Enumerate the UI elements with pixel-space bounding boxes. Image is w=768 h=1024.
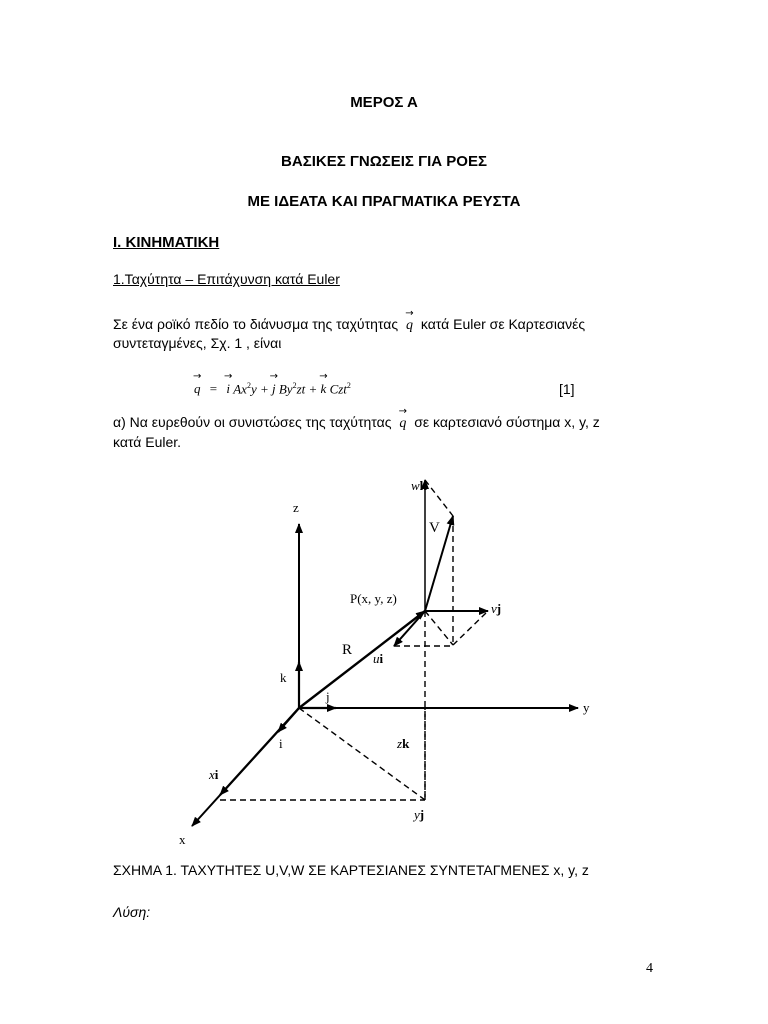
eq-term2b: zt + xyxy=(296,381,318,397)
label-wk-w: w xyxy=(411,478,420,493)
figure-drawing xyxy=(170,460,610,850)
eq-q: → q xyxy=(194,381,201,397)
label-vj xyxy=(491,601,501,617)
title-line-1: ΒΑΣΙΚΕΣ ΓΝΩΣΕΙΣ ΓΙΑ ΡΟΕΣ xyxy=(281,153,487,170)
eq-k: → k xyxy=(321,381,327,397)
label-y-axis: y xyxy=(583,700,590,715)
label-wk-k: k xyxy=(419,478,427,493)
label-vj-j: j xyxy=(496,601,502,616)
eq-term1: Ax xyxy=(233,381,247,397)
xi-arrow xyxy=(220,708,299,795)
label-z-axis: z xyxy=(293,500,299,515)
paragraph-2-line-1 xyxy=(113,414,600,432)
label-xi-x: x xyxy=(209,767,215,782)
label-yj-j: j xyxy=(419,807,425,822)
eq-term2: By xyxy=(278,381,293,397)
paragraph-1-after: κατά Euler σε Καρτεσιανές xyxy=(420,316,586,332)
label-P: P(x, y, z) xyxy=(350,591,397,606)
equation-number: [1] xyxy=(559,381,575,397)
label-ui-i: i xyxy=(379,651,384,666)
equation xyxy=(194,381,351,397)
eq-j: → j xyxy=(272,381,276,397)
label-unit-i: i xyxy=(279,736,283,751)
subsection-heading: 1.Ταχύτητα – Επιτάχυνση κατά Euler xyxy=(113,271,340,287)
label-V: V xyxy=(429,520,440,536)
paragraph-2-before: α) Να ευρεθούν οι συνιστώσες της ταχύτητας xyxy=(113,414,392,430)
label-zk-z: z xyxy=(397,736,403,751)
section-heading: I. ΚΙΝΗΜΑΤΙΚΗ xyxy=(113,234,220,251)
label-wk xyxy=(411,478,427,494)
label-xi-i: i xyxy=(214,767,219,782)
paragraph-1-line-1 xyxy=(113,316,585,334)
label-x-axis: x xyxy=(179,832,186,847)
part-heading: ΜΕΡΟΣ Α xyxy=(350,94,418,111)
paragraph-1-before: Σε ένα ροϊκό πεδίο το διάνυσμα της ταχύτητας xyxy=(113,316,399,332)
paragraph-1-line-2: συντεταγμένες, Σχ. 1 , είναι xyxy=(113,335,282,351)
solution-label: Λύση: xyxy=(113,904,151,920)
q-vector-symbol: → q xyxy=(406,318,413,334)
label-yj-y: y xyxy=(414,807,420,822)
title-line-2: ΜΕ ΙΔΕΑΤΑ ΚΑΙ ΠΡΑΓΜΑΤΙΚΑ ΡΕΥΣΤΑ xyxy=(247,193,521,210)
label-zk-k: k xyxy=(402,736,410,751)
label-xi xyxy=(209,767,218,783)
label-vj-v: v xyxy=(491,601,497,616)
paragraph-2-after: σε καρτεσιανό σύστημα x, y, z xyxy=(414,414,600,430)
paragraph-2-line-2: κατά Euler. xyxy=(113,434,182,450)
eq-term1-exp: 2 xyxy=(246,381,251,390)
eq-term2-exp: 2 xyxy=(292,381,297,390)
R-vector xyxy=(299,611,425,708)
eq-equals: = xyxy=(209,381,218,397)
label-ui xyxy=(373,651,383,667)
label-yj xyxy=(414,807,424,823)
q-vector-symbol-2: → q xyxy=(399,416,406,432)
label-R: R xyxy=(342,642,353,658)
page-number: 4 xyxy=(646,961,653,976)
eq-term3-exp: 2 xyxy=(346,381,351,390)
label-zk xyxy=(397,736,409,752)
label-ui-u: u xyxy=(373,651,380,666)
eq-i: → i xyxy=(226,381,230,397)
eq-term3: Czt xyxy=(329,381,347,397)
label-unit-j: j xyxy=(326,689,330,704)
eq-term1b: y + xyxy=(250,381,269,397)
figure-caption: ΣΧΗΜΑ 1. ΤΑΧΥΤΗΤΕΣ U,V,W ΣΕ ΚΑΡΤΕΣΙΑΝΕΣ ΣΥΝΤΕΤΑΓΜΕΝΕΣ x, y, z xyxy=(113,862,589,878)
label-unit-k: k xyxy=(280,670,287,685)
velocity-figure xyxy=(170,460,610,850)
